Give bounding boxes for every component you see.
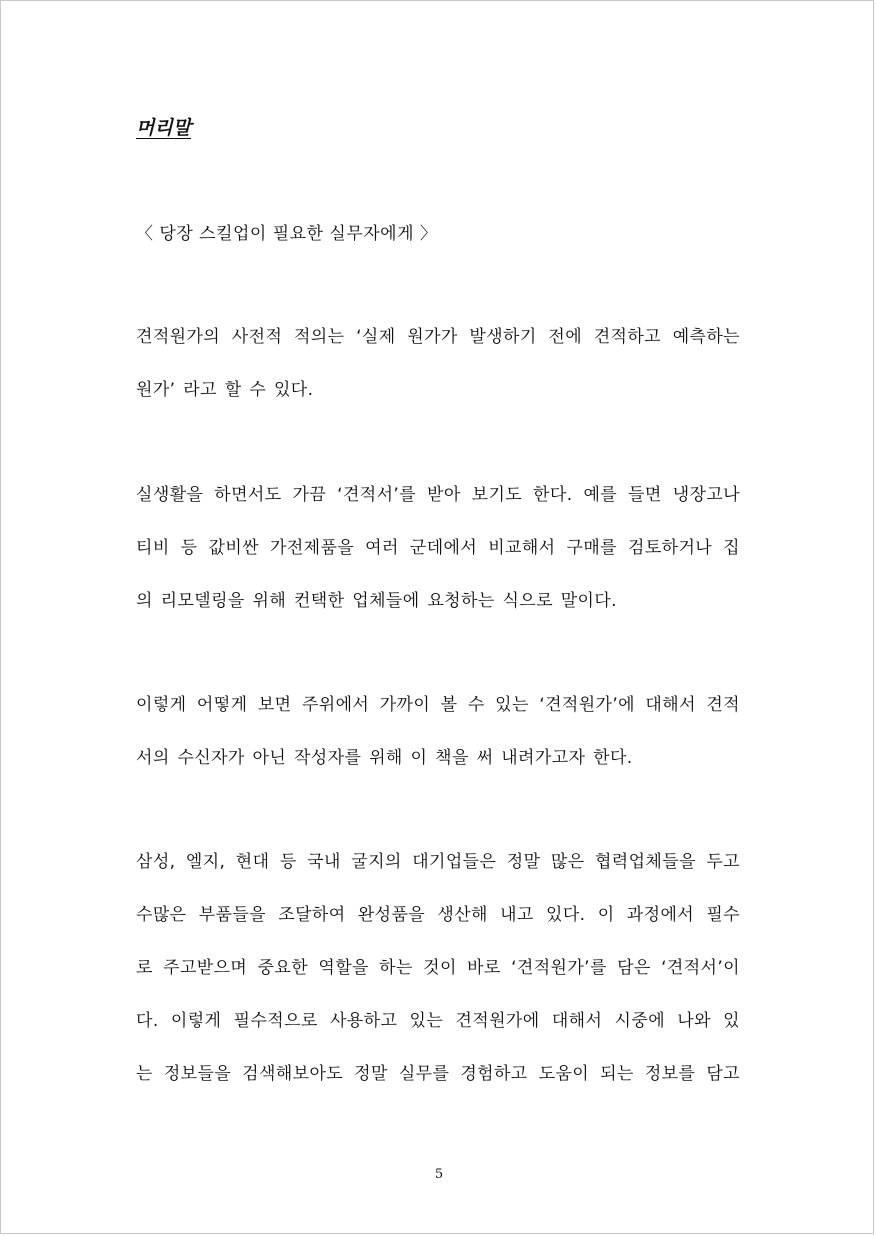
paragraph-line: 는 정보들을 검색해보아도 정말 실무를 경험하고 도움이 되는 정보를 담고 [136, 1064, 740, 1084]
paragraph-line: 수많은 부품들을 조달하여 완성품을 생산해 내고 있다. 이 과정에서 필수 [136, 905, 740, 925]
heading: 머리말 [136, 117, 192, 139]
paragraph-4 [136, 836, 740, 1101]
paragraph-2 [136, 469, 740, 628]
paragraph-line: 삼성, 엘지, 현대 등 국내 굴지의 대기업들은 정말 많은 협력업체들을 두고 [136, 852, 740, 872]
paragraph-line: 의 리모델링을 위해 컨택한 업체들에 요청하는 식으로 말이다. [136, 591, 617, 611]
paragraph-line: 다. 이렇게 필수적으로 사용하고 있는 견적원가에 대해서 시중에 나와 있 [136, 1011, 740, 1031]
paragraph-line: 서의 수신자가 아닌 작성자를 위해 이 책을 써 내려가고자 한다. [136, 748, 633, 768]
subheading: 〈 당장 스킬업이 필요한 실무자에게 〉 [136, 224, 438, 244]
paragraph-line: 실생활을 하면서도 가끔 ‘견적서’를 받아 보기도 한다. 예를 들면 냉장고나 [136, 485, 740, 505]
paragraph-line: 로 주고받으며 중요한 역할을 하는 것이 바로 ‘견적원가’를 담은 ‘견적서’이 [136, 958, 740, 978]
paragraph-line: 이렇게 어떻게 보면 주위에서 가까이 볼 수 있는 ‘견적원가’에 대해서 견적 [136, 695, 740, 715]
paragraph-line: 견적원가의 사전적 적의는 ‘실제 원가가 발생하기 전에 견적하고 예측하는 [136, 327, 740, 347]
paragraph-line: 티비 등 값비싼 가전제품을 여러 군데에서 비교해서 구매를 검토하거나 집 [136, 538, 740, 558]
page-number: 5 [434, 1167, 444, 1182]
paragraph-1 [136, 311, 740, 417]
paragraph-line: 원가’ 라고 할 수 있다. [136, 380, 314, 400]
paragraph-3 [136, 679, 740, 785]
